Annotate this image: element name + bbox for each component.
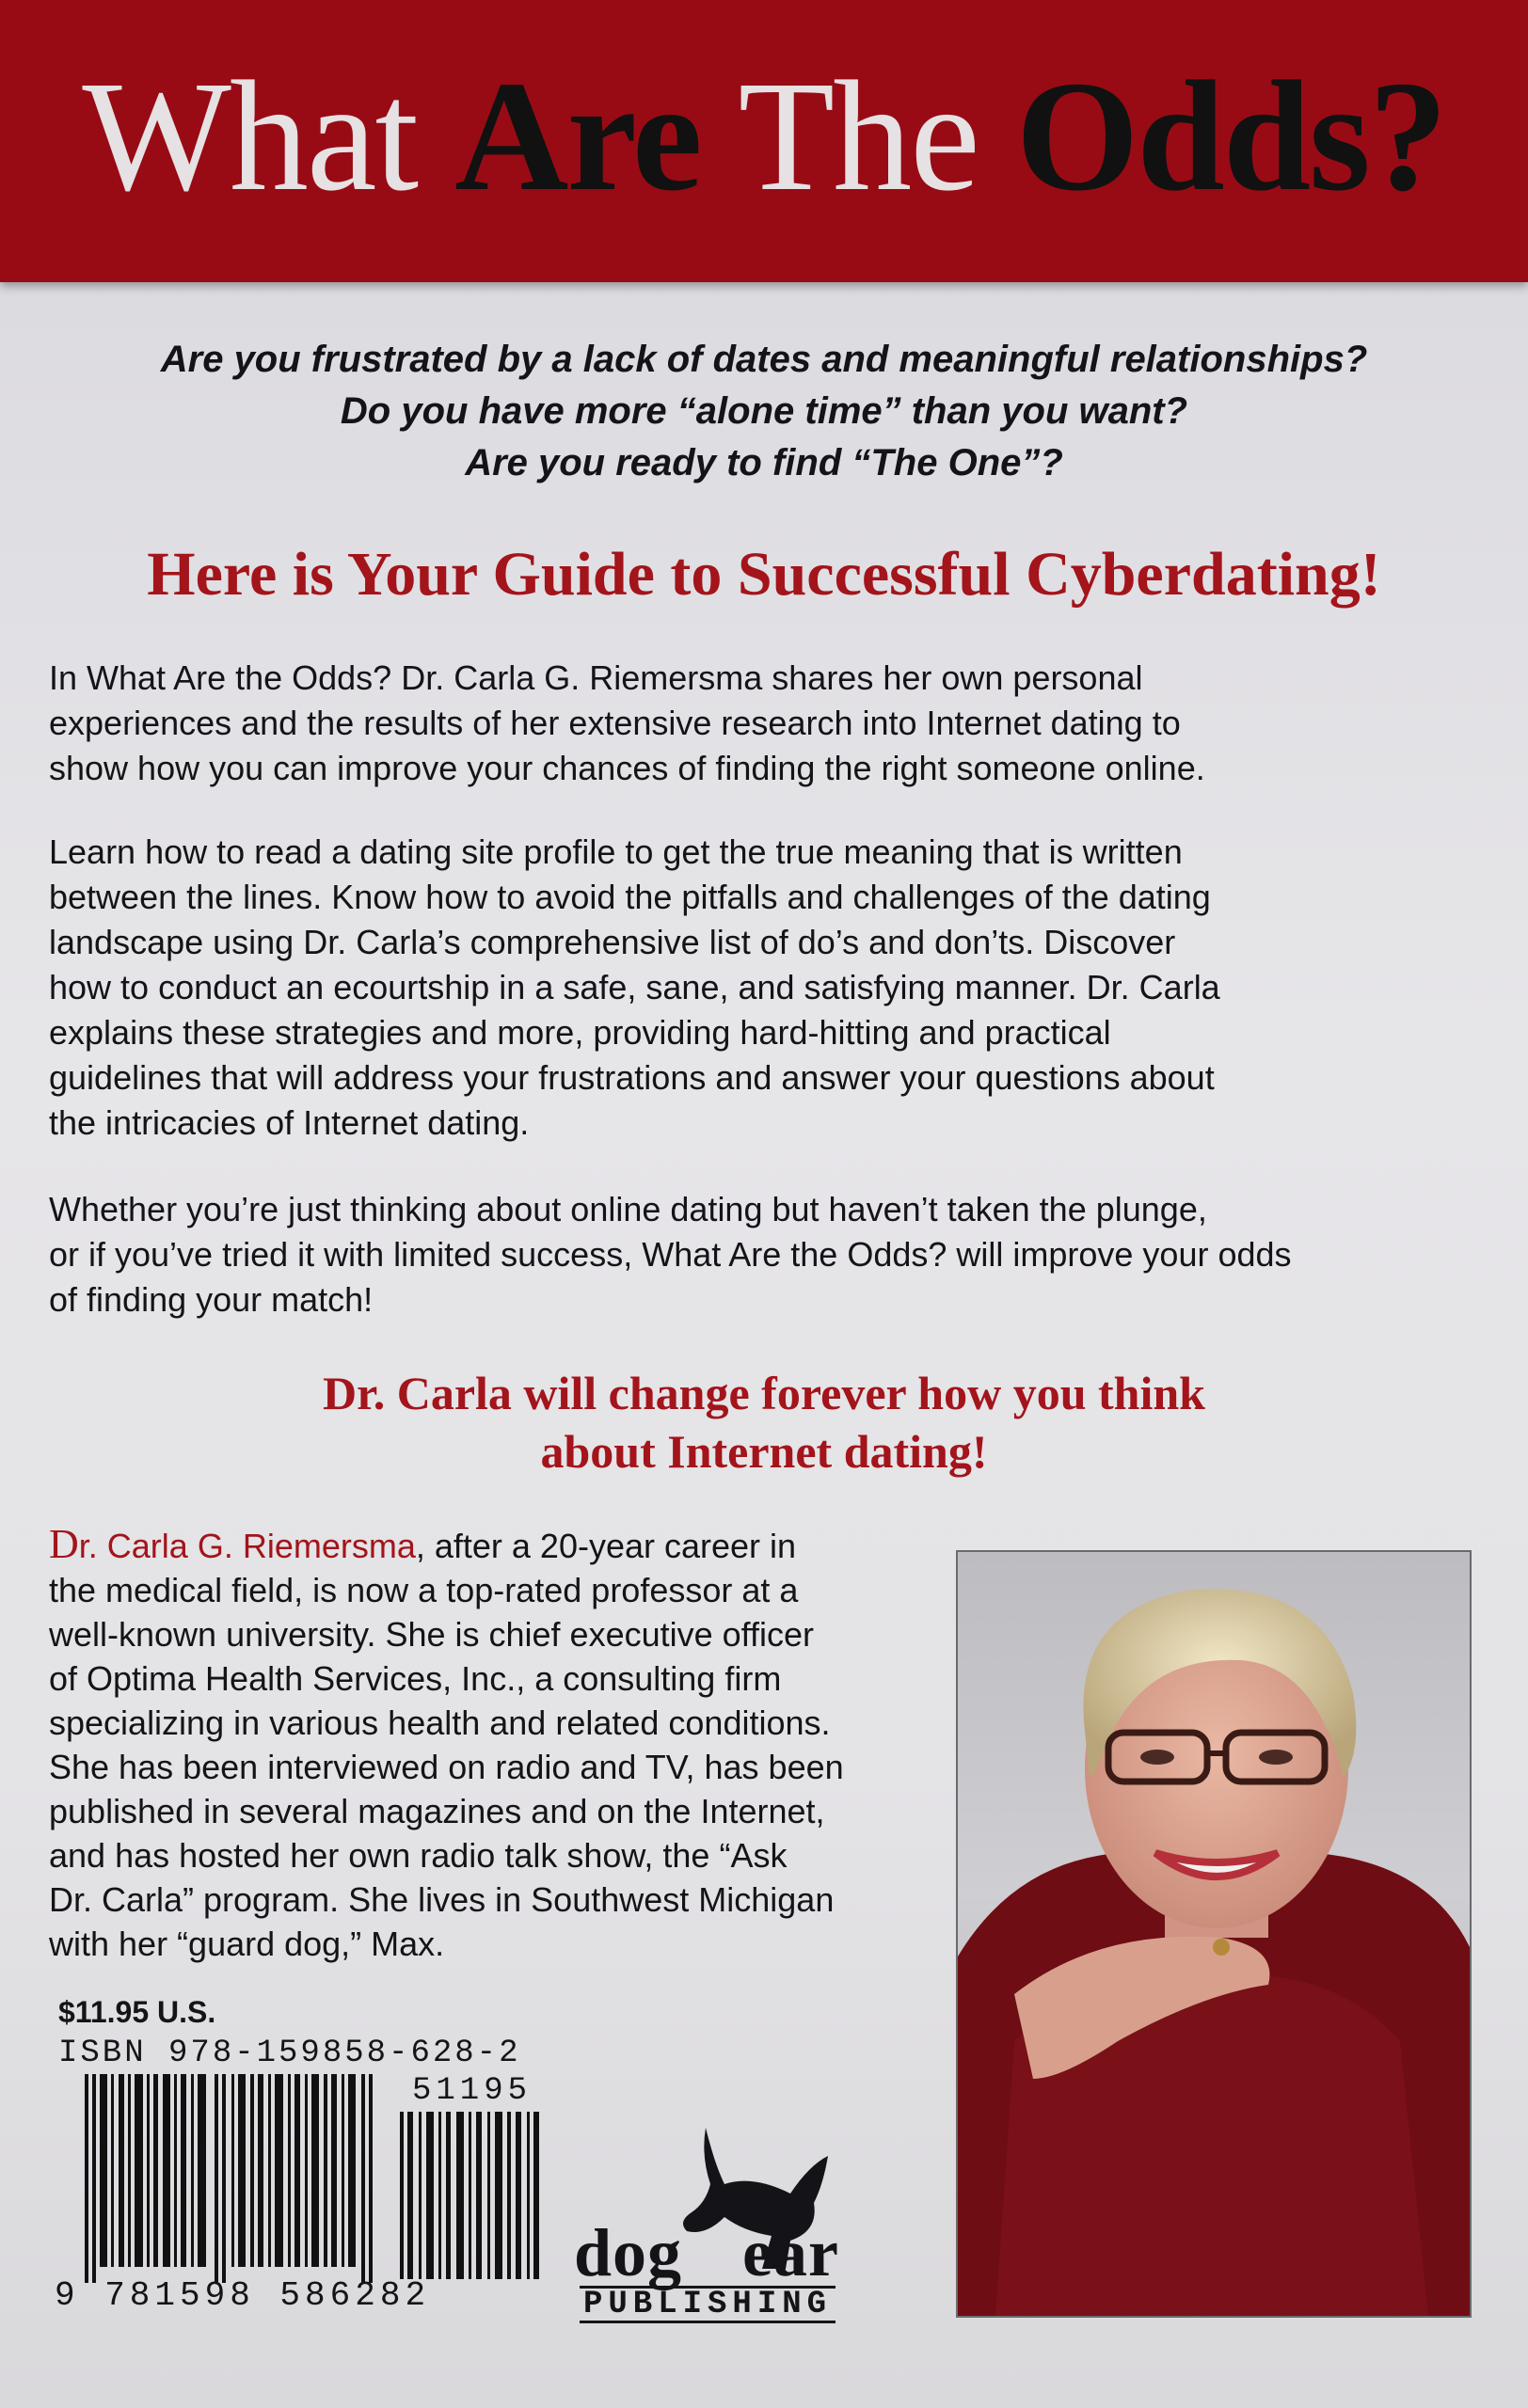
text-line: experiences and the results of her extensive research into Internet dating to [49,704,1181,742]
title-word-the: The [738,49,1016,224]
question-line: Do you have more “alone time” than you want? [340,390,1188,432]
bio-line: and has hosted her own radio talk show, the “Ask [49,1836,788,1875]
publisher-logo [574,2128,922,2322]
text-line: of finding your match! [49,1280,374,1319]
text-line: how to conduct an ecourtship in a safe, sane, and satisfying manner. Dr. Carla [49,968,1220,1006]
question-line: Are you ready to find “The One”? [465,442,1063,483]
text-line: Learn how to read a dating site profile to get the true meaning that is written [49,832,1183,871]
question-line: Are you frustrated by a lack of dates and meaningful relationships? [160,339,1368,380]
publisher-name [574,2214,839,2292]
text-line: show how you can improve your chances of finding the right someone online. [49,749,1205,787]
tagline [56,1364,1472,1481]
paragraph-whether [49,1187,1488,1323]
bio-drop-letter: D [49,1521,79,1567]
addon-price-code: 51195 [412,2073,533,2109]
bio-line: specializing in various health and related conditions. [49,1703,831,1742]
title-word-are: Are [454,49,739,224]
author-name: r. Carla G. Riemersma [78,1527,416,1565]
text-line: between the lines. Know how to avoid the pitfalls and challenges of the dating [49,878,1211,916]
author-portrait-illustration [958,1552,1470,2316]
publisher-name-right: ear [742,2215,839,2290]
intro-questions [56,334,1472,489]
bio-line: Dr. Carla” program. She lives in Southwest Michigan [49,1880,835,1919]
price-addon-barcode [398,2112,541,2279]
tagline-line: Dr. Carla will change forever how you think [323,1367,1205,1419]
bio-line: She has been interviewed on radio and TV, has been [49,1748,844,1786]
isbn: ISBN 978-159858-628-2 [58,2036,521,2071]
tagline-line: about Internet dating! [540,1425,988,1478]
price: $11.95 U.S. [58,1995,216,2029]
text-line: Whether you’re just thinking about online dating but haven’t taken the plunge, [49,1190,1207,1228]
title-band [0,0,1528,282]
text-line: the intricacies of Internet dating. [49,1103,530,1142]
bio-line: the medical field, is now a top-rated professor at a [49,1571,799,1609]
bio-first-line [49,1522,952,1568]
isbn-barcode [83,2074,374,2283]
book-title [0,49,1528,224]
text-line: explains these strategies and more, providing hard-hitting and practical [49,1013,1111,1052]
author-bio [49,1522,952,1966]
text-line: In What Are the Odds? Dr. Carla G. Riemersma shares her own personal [49,658,1143,697]
text-line: guidelines that will address your frustrations and answer your questions about [49,1058,1215,1097]
paragraph-intro [49,656,1488,791]
bio-line: published in several magazines and on the Internet, [49,1792,825,1830]
publisher-name-left: dog [574,2215,683,2290]
bio-line: with her “guard dog,” Max. [49,1925,445,1963]
title-word-what: What [82,49,455,224]
bio-line: of Optima Health Services, Inc., a consulting firm [49,1659,782,1698]
bio-text: , after a 20-year career in [415,1527,797,1565]
text-line: landscape using Dr. Carla’s comprehensive list of do’s and don’ts. Discover [49,923,1176,961]
author-photo [956,1550,1472,2318]
publisher-subtitle: PUBLISHING [580,2286,836,2323]
paragraph-learn [49,830,1488,1146]
bio-line: well-known university. She is chief executive officer [49,1615,815,1654]
text-line: or if you’ve tried it with limited success, What Are the Odds? will improve your odds [49,1235,1292,1274]
guide-heading: Here is Your Guide to Successful Cyberdating! [147,540,1381,609]
title-word-odds: Odds? [1015,49,1446,224]
barcode-number: 9 781598 586282 [55,2276,431,2315]
